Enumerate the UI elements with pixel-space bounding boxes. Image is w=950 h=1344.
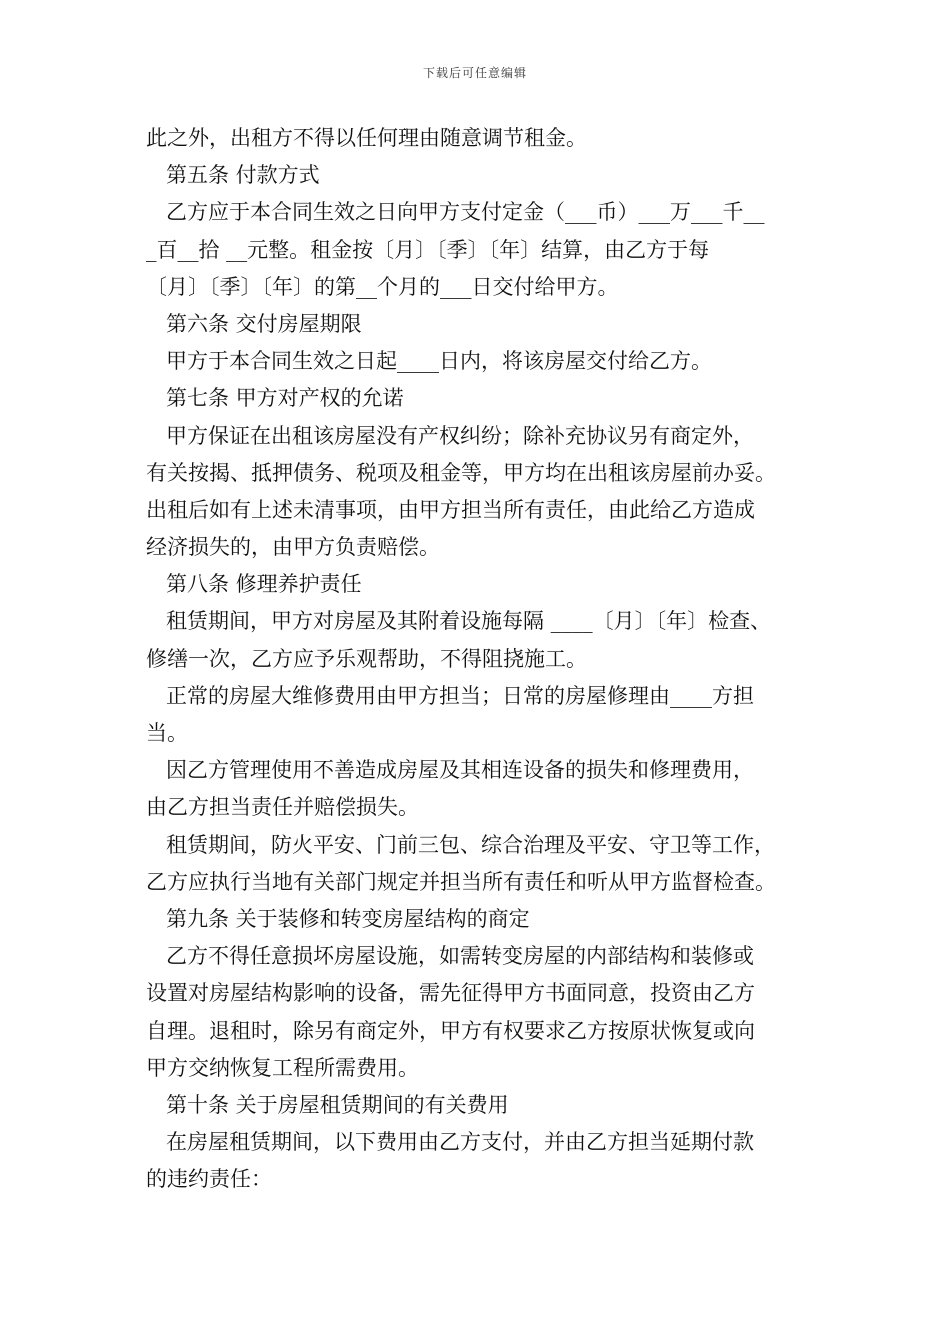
text-line: 甲方交纳恢复工程所需费用。: [146, 1055, 419, 1080]
section-heading: 第十条 关于房屋租赁期间的有关费用: [166, 1092, 509, 1117]
section-heading: 第九条 关于装修和转变房屋结构的商定: [166, 906, 530, 931]
text-line: 有关按揭、抵押债务、税项及租金等，甲方均在出租该房屋前办妥。: [146, 460, 776, 485]
text-line: 设置对房屋结构影响的设备，需先征得甲方书面同意，投资由乙方: [146, 981, 755, 1006]
text-line: 在房屋租赁期间，以下费用由乙方支付，并由乙方担当延期付款: [166, 1130, 754, 1155]
text-line: 修缮一次，乙方应予乐观帮助，不得阻挠施工。: [146, 646, 587, 671]
text-line: 当。: [146, 721, 188, 745]
section-heading: 第五条 付款方式: [166, 163, 320, 188]
text-line: 乙方不得任意损坏房屋设施，如需转变房屋的内部结构和装修或: [166, 944, 754, 969]
text-line: 租赁期间，防火平安、门前三包、综合治理及平安、守卫等工作，: [166, 832, 775, 857]
text-line: 因乙方管理使用不善造成房屋及其相连设备的损失和修理费用，: [166, 758, 754, 783]
text-line: 此之外，出租方不得以任何理由随意调节租金。: [146, 126, 587, 150]
text-line: 自理。退租时，除另有商定外，甲方有权要求乙方按原状恢复或向: [146, 1018, 755, 1043]
text-line: 正常的房屋大维修费用由甲方担当；日常的房屋修理由____方担: [166, 683, 754, 708]
section-heading: 第八条 修理养护责任: [166, 572, 362, 597]
text-line: 〔月〕〔季〕〔年〕的第__个月的___日交付给甲方。: [146, 274, 619, 299]
text-line: _百__拾 __元整。租金按〔月〕〔季〕〔年〕结算，由乙方于每: [146, 237, 710, 262]
document-body: [146, 120, 826, 1198]
text-line: 乙方应执行当地有关部门规定并担当所有责任和听从甲方监督检查。: [146, 869, 776, 894]
text-line: 租赁期间，甲方对房屋及其附着设施每隔 ____〔月〕〔年〕检查、: [166, 609, 772, 634]
text-line: 的违约责任：: [146, 1167, 272, 1192]
text-line: 乙方应于本合同生效之日向甲方支付定金（___币）___万___千__: [166, 200, 765, 225]
page-header: 下载后可任意编辑: [422, 66, 527, 80]
section-heading: 第六条 交付房屋期限: [166, 311, 362, 336]
section-heading: 第七条 甲方对产权的允诺: [166, 386, 404, 411]
text-line: 由乙方担当责任并赔偿损失。: [146, 795, 419, 820]
text-line: 经济损失的，由甲方负责赔偿。: [146, 535, 440, 560]
text-line: 甲方于本合同生效之日起____日内，将该房屋交付给乙方。: [166, 349, 712, 374]
text-line: 出租后如有上述未清事项，由甲方担当所有责任，由此给乙方造成: [146, 497, 755, 522]
text-line: 甲方保证在出租该房屋没有产权纠纷；除补充协议另有商定外，: [166, 423, 754, 448]
